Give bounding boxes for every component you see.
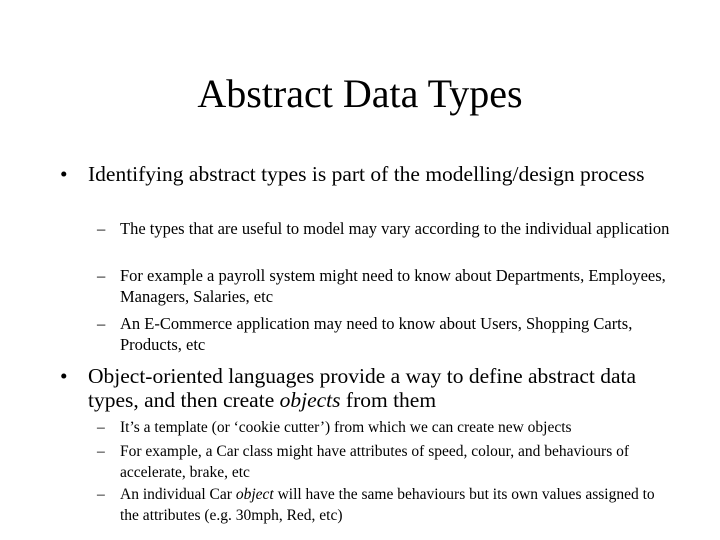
bullet-text	[88, 364, 680, 412]
sub-bullet-car-class	[97, 442, 677, 483]
slide-title: Abstract Data Types	[197, 71, 523, 116]
sub-bullet-text	[120, 485, 677, 526]
bullet-marker: •	[60, 162, 68, 186]
dash-marker: –	[97, 219, 106, 238]
sub-bullet-text: For example a payroll system might need to know about Departments, Employees, Managers, Salaries, etc	[120, 266, 666, 306]
dash-marker: –	[97, 486, 105, 503]
bullet-text: Identifying abstract types is part of the modelling/design process	[88, 162, 645, 186]
sub-bullet-template	[97, 418, 677, 439]
bullet-object-oriented	[60, 364, 680, 412]
sub-bullet-text: It’s a template (or ‘cookie cutter’) from which we can create new objects	[120, 419, 572, 436]
sub-bullet-car-object	[97, 485, 677, 526]
sub-bullet-payroll	[97, 266, 677, 307]
sub-bullet-text: The types that are useful to model may vary according to the individual application	[120, 219, 670, 238]
sub-text-before: An individual Car	[120, 486, 236, 503]
sub-text-emphasis: object	[235, 486, 274, 503]
sub-bullet-ecommerce	[97, 314, 677, 355]
dash-marker: –	[97, 419, 105, 436]
sub-bullet-text: For example, a Car class might have attributes of speed, colour, and behaviours of accelerate, brake, etc	[120, 443, 630, 481]
dash-marker: –	[97, 266, 106, 285]
bullet-text-before: Object-oriented languages provide a way to define abstract data types, and then create	[88, 364, 637, 412]
sub-text-after: will have the same behaviours but its own values assigned to the attributes (e.g. 30mph, Red, etc)	[120, 486, 655, 524]
bullet-marker: •	[60, 364, 68, 388]
sub-bullet-types-vary	[97, 219, 677, 240]
bullet-text-after: from them	[340, 388, 437, 412]
bullet-text-emphasis: objects	[279, 388, 341, 412]
dash-marker: –	[97, 443, 105, 460]
dash-marker: –	[97, 314, 106, 333]
sub-bullet-text: An E-Commerce application may need to know about Users, Shopping Carts, Products, etc	[120, 314, 633, 354]
bullet-modelling	[60, 162, 680, 186]
